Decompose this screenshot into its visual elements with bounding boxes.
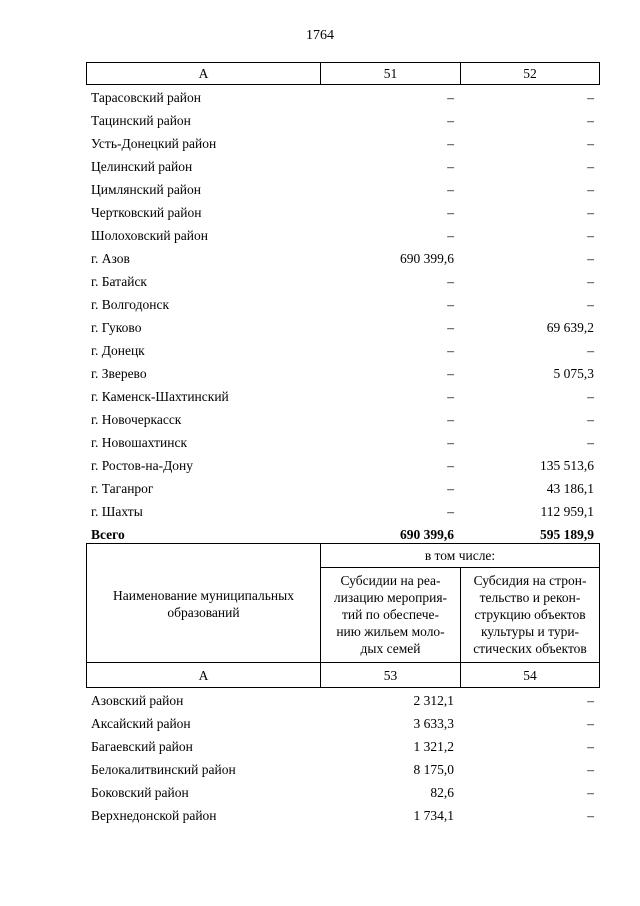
- row-value-53: 1 321,2: [413, 739, 454, 754]
- row-name: Верхнедонской район: [91, 808, 217, 823]
- table-row: [86, 758, 600, 781]
- row-name: Багаевский район: [91, 739, 193, 754]
- row-value-53: 2 312,1: [413, 693, 454, 708]
- table1-body: [86, 86, 600, 546]
- row-value-51: –: [447, 113, 454, 128]
- row-value-52: –: [587, 412, 594, 427]
- row-value-52: 43 186,1: [546, 481, 594, 496]
- table1-header-52: 52: [523, 66, 537, 81]
- table-row: [86, 247, 600, 270]
- row-value-54: –: [587, 716, 594, 731]
- row-value-54: –: [587, 762, 594, 777]
- col54-header-line: тельство и рекон-: [479, 590, 581, 605]
- row-value-51: –: [447, 90, 454, 105]
- table2-col54-header: [460, 572, 600, 657]
- row-value-53: 1 734,1: [413, 808, 454, 823]
- table-row: [86, 408, 600, 431]
- row-value-51: –: [447, 136, 454, 151]
- row-value-51: –: [447, 481, 454, 496]
- row-value-52: 112 959,1: [540, 504, 594, 519]
- row-value-52: –: [587, 113, 594, 128]
- row-name: г. Новошахтинск: [91, 435, 187, 450]
- col53-header-line: тий по обеспече-: [342, 607, 439, 622]
- table-row: [86, 155, 600, 178]
- table1-header-a: А: [87, 63, 321, 84]
- row-value-54: –: [587, 785, 594, 800]
- row-value-54: –: [587, 808, 594, 823]
- row-value-52: –: [587, 159, 594, 174]
- row-value-51: –: [447, 389, 454, 404]
- name-header-line: Наименование муниципальных: [113, 588, 294, 603]
- table-row: [86, 477, 600, 500]
- table-row: [86, 293, 600, 316]
- row-name: г. Ростов-на-Дону: [91, 458, 194, 473]
- row-name: Азовский район: [91, 693, 184, 708]
- table-row: [86, 689, 600, 712]
- row-value-51: –: [447, 504, 454, 519]
- row-value-52: –: [587, 274, 594, 289]
- table1-header-row: [86, 62, 600, 85]
- row-value-51: –: [447, 412, 454, 427]
- table-row: [86, 224, 600, 247]
- row-value-52: 69 639,2: [546, 320, 594, 335]
- table-row: [86, 86, 600, 109]
- table-row: [86, 362, 600, 385]
- row-name: Тарасовский район: [91, 90, 201, 105]
- row-name: г. Волгодонск: [91, 297, 170, 312]
- row-value-51: –: [447, 274, 454, 289]
- col54-header-line: культуры и тури-: [480, 624, 580, 639]
- table1-header-51: 51: [321, 63, 461, 84]
- total-label: Всего: [91, 527, 125, 542]
- row-value-51: –: [447, 182, 454, 197]
- row-value-52: –: [587, 136, 594, 151]
- row-name: Белокалитвинский район: [91, 762, 236, 777]
- table-row: [86, 339, 600, 362]
- row-name: г. Каменск-Шахтинский: [91, 389, 229, 404]
- row-value-53: 8 175,0: [413, 762, 454, 777]
- col54-header-line: струкцию объектов: [474, 607, 586, 622]
- table2-name-header: [86, 587, 321, 621]
- table2-index-53: 53: [383, 668, 398, 683]
- row-value-51: –: [447, 205, 454, 220]
- row-value-51: –: [447, 297, 454, 312]
- row-value-52: 5 075,3: [553, 366, 594, 381]
- table2-index-54: 54: [523, 668, 537, 683]
- row-value-51: –: [447, 159, 454, 174]
- col53-header-line: нию жильем моло-: [336, 624, 445, 639]
- table-row: [86, 385, 600, 408]
- row-name: г. Гуково: [91, 320, 142, 335]
- table-row: [86, 804, 600, 827]
- row-value-53: 3 633,3: [413, 716, 454, 731]
- table-row: [86, 712, 600, 735]
- row-value-51: –: [447, 458, 454, 473]
- total-value-51: 690 399,6: [400, 527, 454, 542]
- table-row: [86, 500, 600, 523]
- row-value-52: –: [587, 182, 594, 197]
- row-name: Целинский район: [91, 159, 193, 174]
- row-value-51: 690 399,6: [400, 251, 454, 266]
- row-value-54: –: [587, 693, 594, 708]
- row-name: г. Таганрог: [91, 481, 154, 496]
- row-name: г. Азов: [91, 251, 130, 266]
- row-value-52: –: [587, 205, 594, 220]
- total-value-52: 595 189,9: [540, 527, 594, 542]
- table2-body: [86, 689, 600, 827]
- row-value-52: –: [587, 389, 594, 404]
- table-row: [86, 735, 600, 758]
- row-name: Аксайский район: [91, 716, 191, 731]
- table2-header: [86, 543, 600, 689]
- row-value-51: –: [447, 343, 454, 358]
- table-row: [86, 109, 600, 132]
- row-value-51: –: [447, 366, 454, 381]
- row-value-54: –: [587, 739, 594, 754]
- row-name: Шолоховский район: [91, 228, 208, 243]
- row-value-51: –: [447, 228, 454, 243]
- row-value-52: –: [587, 297, 594, 312]
- row-name: г. Шахты: [91, 504, 143, 519]
- table-row: [86, 316, 600, 339]
- table-row: [86, 178, 600, 201]
- row-value-52: –: [587, 251, 594, 266]
- name-header-line: образований: [167, 605, 240, 620]
- row-value-51: –: [447, 435, 454, 450]
- table-row: [86, 132, 600, 155]
- row-value-51: –: [447, 320, 454, 335]
- row-value-52: –: [587, 435, 594, 450]
- row-name: г. Новочеркасск: [91, 412, 182, 427]
- col53-header-line: лизацию мероприя-: [333, 590, 448, 605]
- row-value-52: 135 513,6: [540, 458, 594, 473]
- row-name: Боковский район: [91, 785, 189, 800]
- table2-index-a: А: [198, 668, 209, 683]
- row-name: Усть-Донецкий район: [91, 136, 217, 151]
- row-value-53: 82,6: [430, 785, 454, 800]
- col53-header-line: дых семей: [360, 641, 421, 656]
- row-name: Чертковский район: [91, 205, 202, 220]
- col54-header-line: Субсидия на строн-: [473, 573, 587, 588]
- row-value-52: –: [587, 228, 594, 243]
- col54-header-line: стических объектов: [473, 641, 587, 656]
- row-value-52: –: [587, 343, 594, 358]
- table-row: [86, 270, 600, 293]
- table2-group-header: в том числе:: [424, 548, 496, 563]
- row-name: Цимлянский район: [91, 182, 202, 197]
- row-name: г. Зверево: [91, 366, 147, 381]
- table2-col53-header: [320, 572, 461, 657]
- table-row: [86, 454, 600, 477]
- row-name: Тацинский район: [91, 113, 191, 128]
- table-row: [86, 431, 600, 454]
- col53-header-line: Субсидии на реа-: [340, 573, 441, 588]
- row-name: г. Донецк: [91, 343, 145, 358]
- row-name: г. Батайск: [91, 274, 147, 289]
- page-number: 1764: [306, 28, 334, 43]
- row-value-52: –: [587, 90, 594, 105]
- table-row: [86, 781, 600, 804]
- table-row: [86, 201, 600, 224]
